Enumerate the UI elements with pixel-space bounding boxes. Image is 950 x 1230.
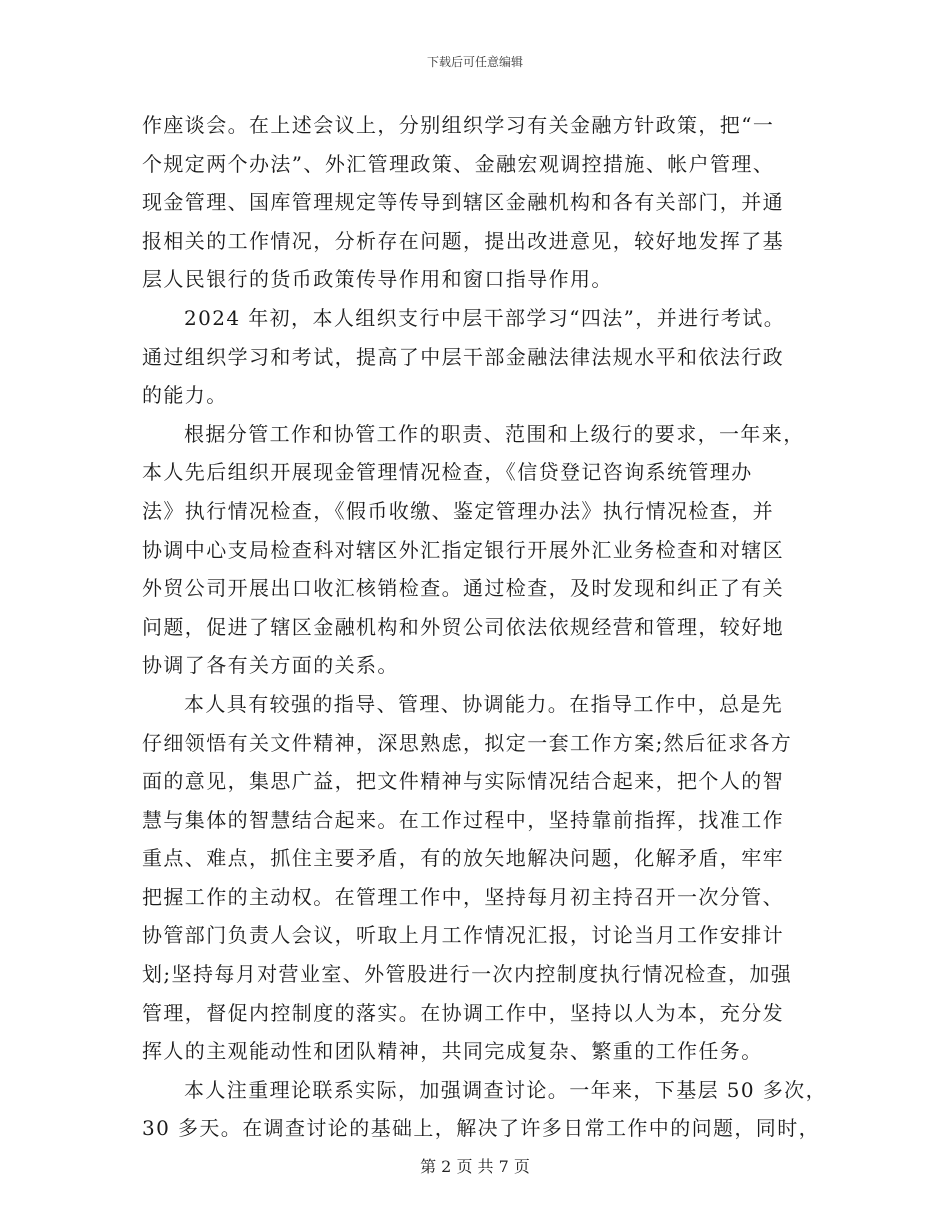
text-line: 管理，督促内控制度的落实。在协调工作中，坚持以人为本，充分发 (142, 1000, 784, 1025)
text-line: 30 多天。在调查讨论的基础上，解决了许多日常工作中的问题，同时， (142, 1116, 821, 1141)
paragraph-first-line: 根据分管工作和协管工作的职责、范围和上级行的要求，一年来， (184, 421, 805, 446)
text-line: 协管部门负责人会议，听取上月工作情况汇报，讨论当月工作安排计 (142, 923, 784, 948)
text-line: 本人先后组织开展现金管理情况检查，《信贷登记咨询系统管理办 (142, 460, 753, 485)
text-line: 的能力。 (142, 383, 228, 408)
paragraph-first-line: 本人具有较强的指导、管理、协调能力。在指导工作中，总是先 (184, 691, 784, 716)
text-line: 面的意见，集思广益，把文件精神与实际情况结合起来，把个人的智 (142, 769, 784, 794)
text-line: 挥人的主观能动性和团队精神，共同完成复杂、繁重的工作任务。 (142, 1039, 763, 1064)
page-footer: 第 2 页 共 7 页 (420, 1157, 530, 1176)
document-body (142, 106, 827, 1148)
text-line: 把握工作的主动权。在管理工作中，坚持每月初主持召开一次分管、 (142, 884, 784, 909)
text-line: 现金管理、国库管理规定等传导到辖区金融机构和各有关部门，并通 (142, 190, 784, 215)
text-line: 重点、难点，抓住主要矛盾，有的放矢地解决问题，化解矛盾，牢牢 (142, 846, 784, 871)
text-line: 划;坚持每月对营业室、外管股进行一次内控制度执行情况检查，加强 (142, 962, 793, 987)
text-line: 协调中心支局检查科对辖区外汇指定银行开展外汇业务检查和对辖区 (142, 537, 784, 562)
text-line: 个规定两个办法”、外汇管理政策、金融宏观调控措施、帐户管理、 (142, 151, 775, 176)
text-line: 外贸公司开展出口收汇核销检查。通过检查，及时发现和纠正了有关 (142, 576, 784, 601)
text-line: 作座谈会。在上述会议上，分别组织学习有关金融方针政策，把“一 (142, 113, 775, 137)
paragraph-first-line: 2024 年初，本人组织支行中层干部学习“四法”，并进行考试。 (184, 305, 786, 330)
text-line: 层人民银行的货币政策传导作用和窗口指导作用。 (142, 267, 613, 292)
text-line: 仔细领悟有关文件精神，深思熟虑，拟定一套工作方案;然后征求各方 (142, 730, 793, 755)
text-line: 报相关的工作情况，分析存在问题，提出改进意见，较好地发挥了基 (142, 228, 784, 253)
text-line: 通过组织学习和考试，提高了中层干部金融法律法规水平和依法行政 (142, 344, 784, 369)
paragraph-first-line: 本人注重理论联系实际，加强调查讨论。一年来，下基层 50 多次， (184, 1077, 827, 1102)
page-header: 下载后可任意编辑 (426, 55, 523, 69)
text-line: 慧与集体的智慧结合起来。在工作过程中，坚持靠前指挥，找准工作 (142, 807, 784, 832)
text-line: 法》执行情况检查，《假币收缴、鉴定管理办法》执行情况检查，并 (142, 498, 774, 523)
text-line: 问题，促进了辖区金融机构和外贸公司依法依规经营和管理，较好地 (142, 614, 784, 639)
text-line: 协调了各有关方面的关系。 (142, 653, 399, 678)
